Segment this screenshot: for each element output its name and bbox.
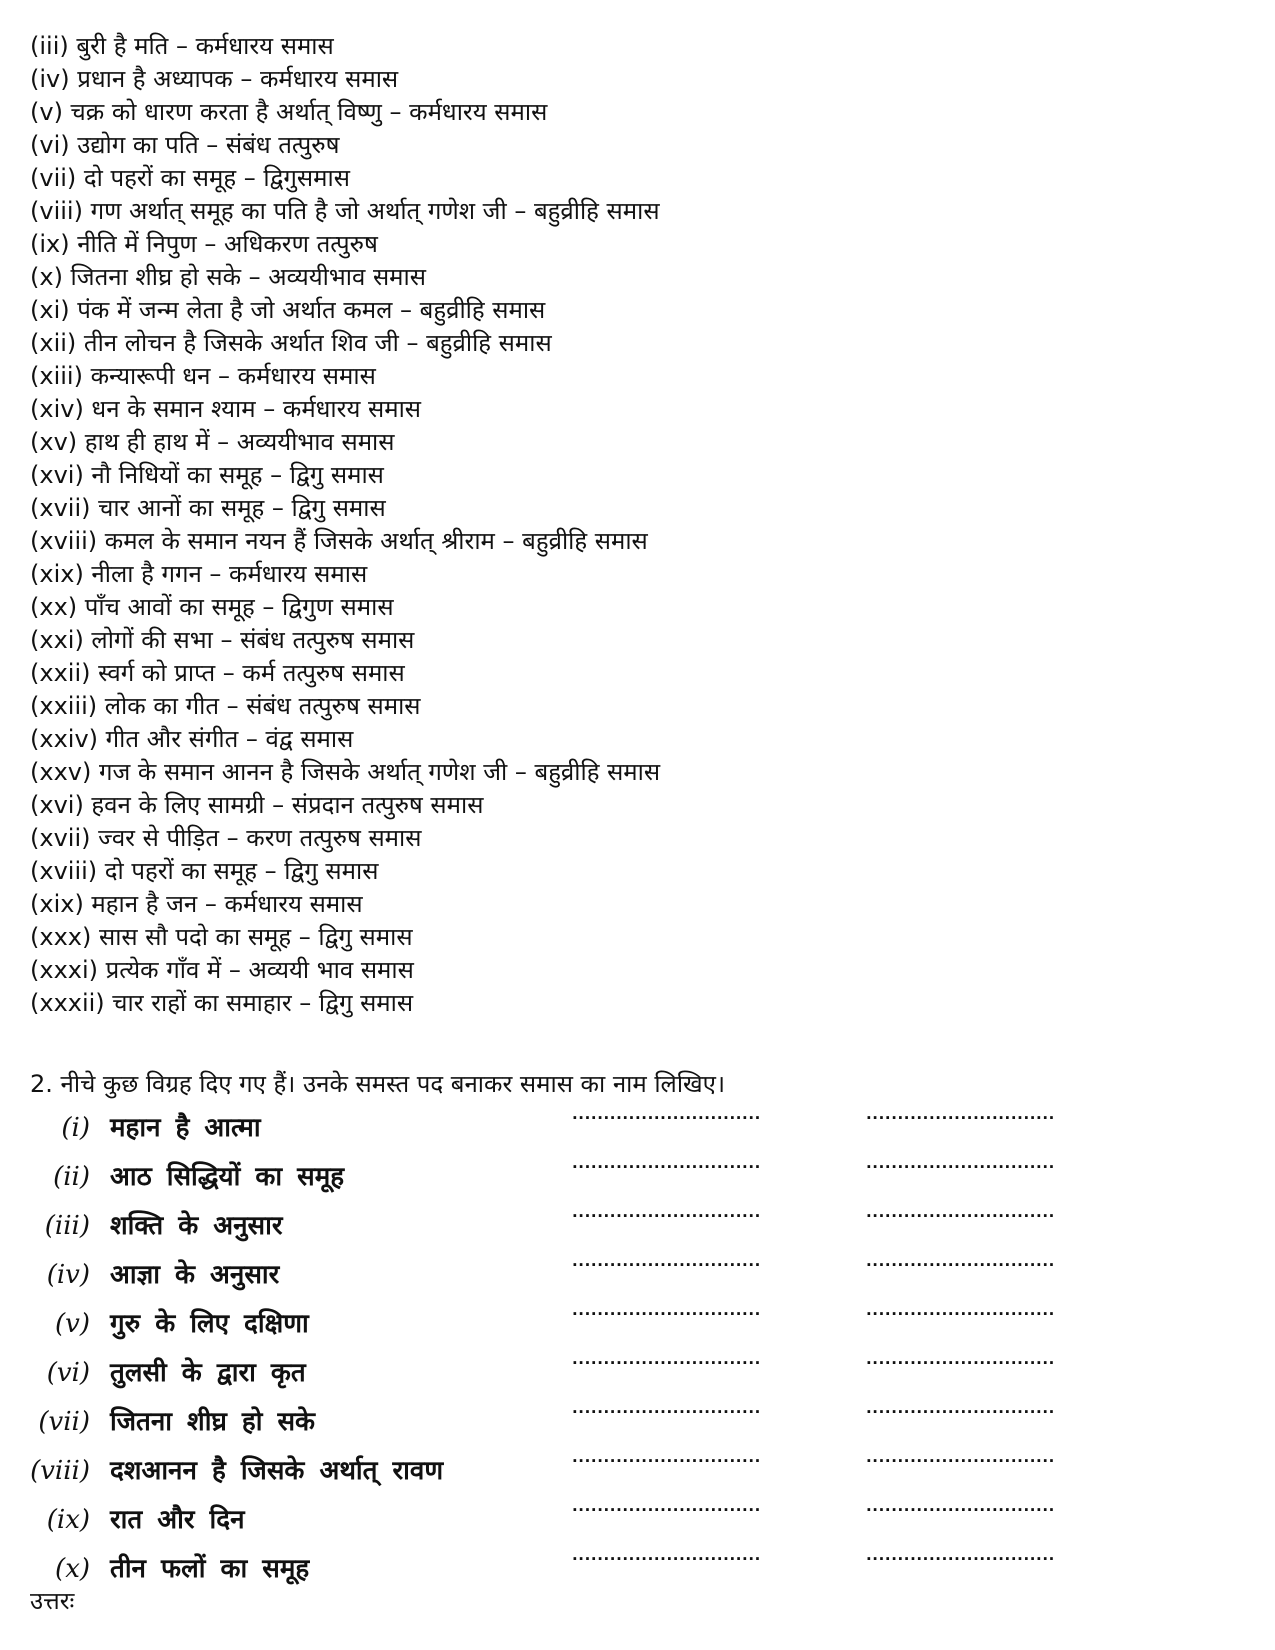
vigrah-number: (v) bbox=[55, 1309, 90, 1339]
vigrah-number: (iv) bbox=[46, 1260, 90, 1290]
vigrah-number: (ii) bbox=[53, 1162, 90, 1192]
vigrah-text: रात और दिन bbox=[110, 1505, 245, 1535]
vigrah-text: आज्ञा के अनुसार bbox=[110, 1260, 280, 1290]
samast-pad-blank: .............................. bbox=[572, 1253, 761, 1269]
samas-name-blank: .............................. bbox=[866, 1253, 1055, 1269]
samas-name-blank: .............................. bbox=[866, 1351, 1055, 1367]
samast-pad-blank: .............................. bbox=[572, 1498, 761, 1514]
samas-name-blank: .............................. bbox=[866, 1400, 1055, 1416]
samas-name-blank: .............................. bbox=[866, 1106, 1055, 1122]
answer-line: (vii) दो पहरों का समूह – द्विगुसमास bbox=[30, 164, 350, 192]
answer-line: (xxv) गज के समान आनन है जिसके अर्थात् गणेश जी – बहुव्रीहि समास bbox=[30, 758, 661, 786]
vigrah-text: दशआनन है जिसके अर्थात् रावण bbox=[110, 1456, 444, 1486]
answer-line: (iv) प्रधान है अध्यापक – कर्मधारय समास bbox=[30, 65, 399, 93]
vigrah-text: जितना शीघ्र हो सके bbox=[110, 1407, 316, 1437]
vigrah-number: (x) bbox=[55, 1554, 90, 1584]
answer-line: (xx) पाँच आवों का समूह – द्विगुण समास bbox=[30, 593, 394, 621]
vigrah-list bbox=[0, 1106, 1275, 1596]
answer-line: (xvii) चार आनों का समूह – द्विगु समास bbox=[30, 494, 386, 522]
samas-name-blank: .............................. bbox=[866, 1302, 1055, 1318]
answer-line: (xii) तीन लोचन है जिसके अर्थात शिव जी – बहुव्रीहि समास bbox=[30, 329, 552, 357]
answer-line: (xxx) सास सौ पदो का समूह – द्विगु समास bbox=[30, 923, 413, 951]
answer-line: (iii) बुरी है मति – कर्मधारय समास bbox=[30, 32, 334, 60]
vigrah-item bbox=[0, 1547, 1275, 1596]
vigrah-item bbox=[0, 1351, 1275, 1400]
answer-line: (xvi) हवन के लिए सामग्री – संप्रदान तत्पुरुष समास bbox=[30, 791, 484, 819]
samast-pad-blank: .............................. bbox=[572, 1302, 761, 1318]
answer-line: (xiii) कन्यारूपी धन – कर्मधारय समास bbox=[30, 362, 376, 390]
answer-line: (xvi) नौ निधियों का समूह – द्विगु समास bbox=[30, 461, 384, 489]
vigrah-item bbox=[0, 1204, 1275, 1253]
vigrah-item bbox=[0, 1155, 1275, 1204]
samast-pad-blank: .............................. bbox=[572, 1155, 761, 1171]
vigrah-number: (ix) bbox=[46, 1505, 90, 1535]
answer-line: (viii) गण अर्थात् समूह का पति है जो अर्थात् गणेश जी – बहुव्रीहि समास bbox=[30, 197, 660, 225]
vigrah-number: (viii) bbox=[30, 1456, 90, 1486]
answer-line: (ix) नीति में निपुण – अधिकरण तत्पुरुष bbox=[30, 230, 378, 258]
vigrah-number: (i) bbox=[61, 1113, 90, 1143]
answer-line: (vi) उद्योग का पति – संबंध तत्पुरुष bbox=[30, 131, 340, 159]
samas-name-blank: .............................. bbox=[866, 1449, 1055, 1465]
vigrah-number: (vii) bbox=[38, 1407, 90, 1437]
answer-line: (xxii) स्वर्ग को प्राप्त – कर्म तत्पुरुष समास bbox=[30, 659, 405, 687]
samast-pad-blank: .............................. bbox=[572, 1547, 761, 1563]
answer-line: (xiv) धन के समान श्याम – कर्मधारय समास bbox=[30, 395, 422, 423]
answer-line: (xxxi) प्रत्येक गाँव में – अव्ययी भाव समास bbox=[30, 956, 414, 984]
answer-line: (xxiii) लोक का गीत – संबंध तत्पुरुष समास bbox=[30, 692, 421, 720]
vigrah-text: तीन फलों का समूह bbox=[110, 1554, 310, 1584]
samast-pad-blank: .............................. bbox=[572, 1400, 761, 1416]
answer-line: (xix) नीला है गगन – कर्मधारय समास bbox=[30, 560, 368, 588]
vigrah-item bbox=[0, 1106, 1275, 1155]
samast-pad-blank: .............................. bbox=[572, 1106, 761, 1122]
answer-line: (xxiv) गीत और संगीत – वंद्व समास bbox=[30, 725, 354, 753]
vigrah-item bbox=[0, 1449, 1275, 1498]
vigrah-text: गुरु के लिए दक्षिणा bbox=[110, 1309, 309, 1339]
samas-name-blank: .............................. bbox=[866, 1547, 1055, 1563]
question-heading: 2. नीचे कुछ विग्रह दिए गए हैं। उनके समस्त पद बनाकर समास का नाम लिखिए। bbox=[30, 1070, 726, 1098]
vigrah-text: तुलसी के द्वारा कृत bbox=[110, 1358, 306, 1388]
samas-name-blank: .............................. bbox=[866, 1155, 1055, 1171]
answer-line: (xix) महान है जन – कर्मधारय समास bbox=[30, 890, 363, 918]
answer-line: (v) चक्र को धारण करता है अर्थात् विष्णु – कर्मधारय समास bbox=[30, 98, 548, 126]
answer-line: (xxi) लोगों की सभा – संबंध तत्पुरुष समास bbox=[30, 626, 415, 654]
vigrah-item bbox=[0, 1302, 1275, 1351]
samast-pad-blank: .............................. bbox=[572, 1204, 761, 1220]
answer-label: उत्तरः bbox=[30, 1587, 75, 1615]
vigrah-text: शक्ति के अनुसार bbox=[110, 1211, 283, 1241]
answer-list bbox=[30, 30, 1230, 1020]
vigrah-text: आठ सिद्धियों का समूह bbox=[110, 1162, 345, 1192]
vigrah-item bbox=[0, 1400, 1275, 1449]
vigrah-number: (iii) bbox=[44, 1211, 90, 1241]
answer-line: (xviii) कमल के समान नयन हैं जिसके अर्थात् श्रीराम – बहुव्रीहि समास bbox=[30, 527, 648, 555]
vigrah-item bbox=[0, 1253, 1275, 1302]
answer-line: (xi) पंक में जन्म लेता है जो अर्थात कमल – बहुव्रीहि समास bbox=[30, 296, 546, 324]
answer-line: (xxxii) चार राहों का समाहार – द्विगु समास bbox=[30, 989, 414, 1017]
samast-pad-blank: .............................. bbox=[572, 1449, 761, 1465]
vigrah-item bbox=[0, 1498, 1275, 1547]
vigrah-number: (vi) bbox=[46, 1358, 90, 1388]
answer-line: (x) जितना शीघ्र हो सके – अव्ययीभाव समास bbox=[30, 263, 426, 291]
vigrah-text: महान है आत्मा bbox=[110, 1113, 261, 1143]
samas-name-blank: .............................. bbox=[866, 1498, 1055, 1514]
answer-line: (xvii) ज्वर से पीड़ित – करण तत्पुरुष समास bbox=[30, 824, 422, 852]
answer-line: (xviii) दो पहरों का समूह – द्विगु समास bbox=[30, 857, 379, 885]
samast-pad-blank: .............................. bbox=[572, 1351, 761, 1367]
samas-name-blank: .............................. bbox=[866, 1204, 1055, 1220]
answer-line: (xv) हाथ ही हाथ में – अव्ययीभाव समास bbox=[30, 428, 395, 456]
